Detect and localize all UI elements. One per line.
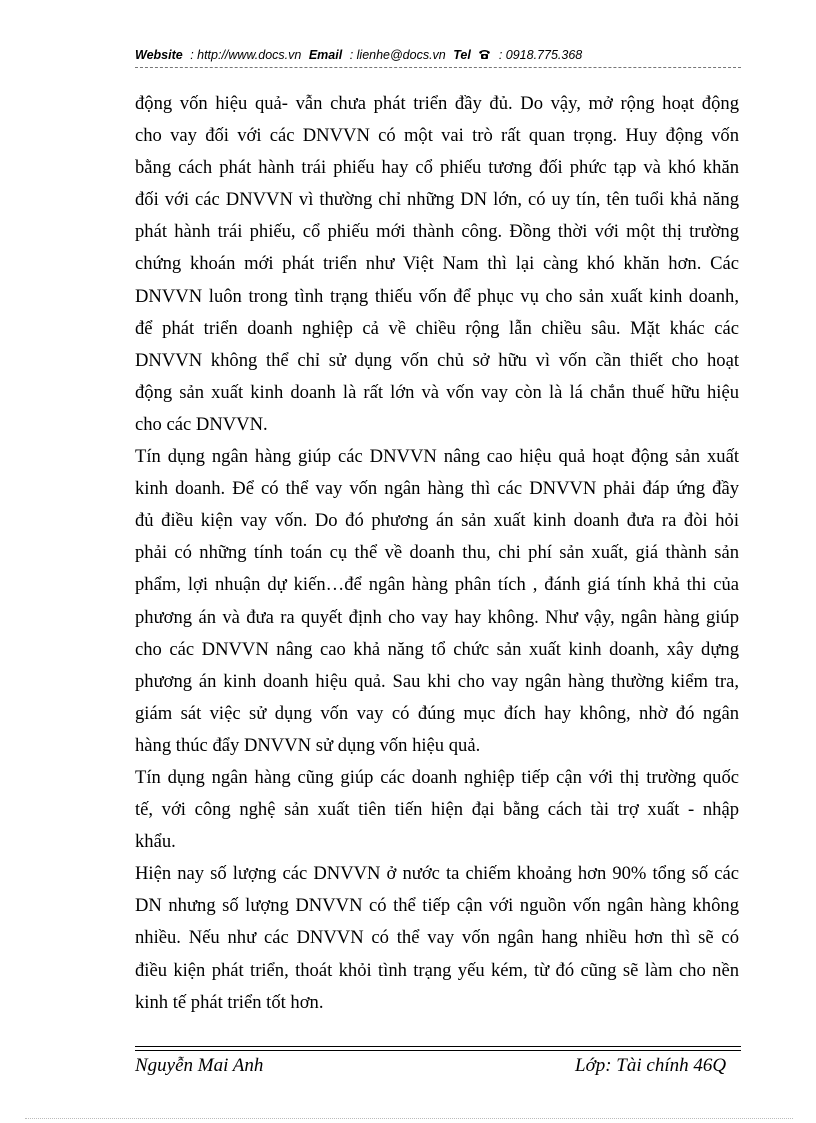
text-line: khẩu. [135,831,176,853]
footer-author: Nguyễn Mai Anh [135,1055,264,1076]
page-header [135,48,740,62]
footer-divider-thin [135,1050,741,1051]
text-line: DNVVN không thể chỉ sử dụng vốn chủ sở hữu vì vốn cần thiết cho hoạt [135,349,739,371]
page-bottom-border [25,1118,793,1119]
header-divider [135,67,741,68]
website-label: Website [135,48,183,62]
phone-icon [478,49,491,60]
text-line: điều kiện phát triển, thoát khỏi tình trạng yếu kém, từ đó cũng sẽ làm cho nền [135,959,739,981]
text-line: hàng thúc đẩy DNVVN sử dụng vốn hiệu quả. [135,734,481,756]
text-line: giám sát việc sử dụng vốn vay có đúng mục đích hay không, nhờ đó ngân [135,702,739,724]
text-line: phẩm, lợi nhuận dự kiến…để ngân hàng phân tích , đánh giá tính khả thi của [135,574,739,596]
text-line: chứng khoán mới phát triển như Việt Nam thì lại càng khó khăn hơn. Các [135,253,739,275]
text-line: kinh tế phát triển tốt hơn. [135,991,324,1013]
email-label: Email [308,48,343,62]
text-line: Hiện nay số lượng các DNVVN ở nước ta chiếm khoảng hơn 90% tổng số các [135,863,739,885]
text-line: đủ điều kiện vay vốn. Do đó phương án sản xuất kinh doanh đưa ra đòi hỏi [135,510,739,532]
text-line: nhiều. Nếu như các DNVVN có thể vay vốn ngân hang nhiều hơn thì sẽ có [135,927,739,949]
tel-label: Tel [453,48,471,62]
text-line: phát hành trái phiếu, cổ phiếu mới thành công. Đồng thời với một thị trường [135,221,739,243]
text-line: phương án và đưa ra quyết định cho vay hay không. Như vậy, ngân hàng giúp [135,606,739,628]
text-line: cho vay đối với các DNVVN có một vai trò rất quan trọng. Huy động vốn [135,125,739,147]
text-line: cho các DNVVN nâng cao khả năng tổ chức sản xuất kinh doanh, xây dựng [135,638,739,660]
text-line: DNVVN luôn trong tình trạng thiếu vốn để phục vụ cho sản xuất kinh doanh, [135,285,739,307]
footer-divider [135,1046,741,1047]
phone-number: : 0918.775.368 [498,48,583,62]
text-line: cho các DNVVN. [135,413,268,435]
text-line: DN nhưng số lượng DNVVN có thể tiếp cận với nguồn vốn ngân hàng không [135,895,739,917]
text-line: phải có những tính toán cụ thể về doanh thu, chi phí sản xuất, giá thành sản [135,542,739,564]
text-line: tế, với công nghệ sản xuất tiên tiến hiện đại bằng cách tài trợ xuất - nhập [135,799,739,821]
footer-class: Lớp: Tài chính 46Q [575,1055,727,1076]
text-line: động vốn hiệu quả- vẫn chưa phát triển đầy đủ. Do vậy, mở rộng hoạt động [135,93,739,114]
text-line: Tín dụng ngân hàng giúp các DNVVN nâng cao hiệu quả hoạt động sản xuất [135,446,739,468]
email-address[interactable]: : lienhe@docs.vn [349,48,446,62]
website-url[interactable]: : http://www.docs.vn [190,48,302,62]
text-line: phương án kinh doanh hiệu quả. Sau khi cho vay ngân hàng thường kiểm tra, [135,670,739,692]
text-line: bằng cách phát hành trái phiếu hay cổ phiếu tương đối phức tạp và khó khăn [135,157,739,179]
text-line: động sản xuất kinh doanh là rất lớn và vốn vay còn là lá chắn thuế hữu hiệu [135,381,739,403]
text-line: kinh doanh. Để có thể vay vốn ngân hàng thì các DNVVN phải đáp ứng đầy [135,478,739,500]
text-line: Tín dụng ngân hàng cũng giúp các doanh nghiệp tiếp cận với thị trường quốc [135,766,739,788]
body-text [135,88,739,1019]
text-line: để phát triển doanh nghiệp cả về chiều rộng lẫn chiều sâu. Mặt khác các [135,317,739,339]
text-line: đối với các DNVVN vì thường chỉ những DN lớn, có uy tín, tên tuổi khả năng [135,189,739,211]
